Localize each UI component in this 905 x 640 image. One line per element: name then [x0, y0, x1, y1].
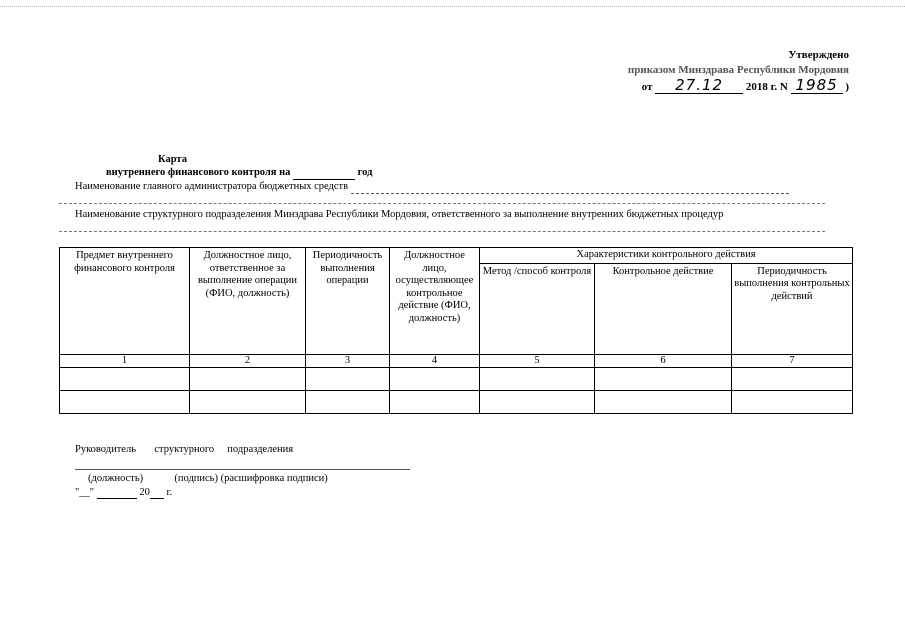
table-cell: [595, 390, 732, 413]
table-cell: [190, 367, 306, 390]
column-number: 7: [732, 354, 853, 367]
unit-name-continuation-line: [59, 231, 825, 232]
approval-number-handwritten: 1985: [791, 78, 843, 94]
column-number: 2: [190, 354, 306, 367]
signature-captions: [88, 473, 328, 484]
approval-date-line: [628, 78, 849, 95]
card-year-suffix: год: [357, 167, 373, 178]
card-year-blank: [293, 166, 355, 180]
admin-name-blank: [351, 180, 789, 194]
table-cell: [190, 390, 306, 413]
table-cell: [60, 390, 190, 413]
table-cell: [732, 390, 853, 413]
unit-name-value: Минздрава Республики Мордовия, ответственного за выполнение внутренних бюджетных процедур: [273, 209, 724, 220]
table-cell: [480, 367, 595, 390]
approval-date-handwritten: 27.12: [655, 78, 743, 94]
table-cell: [306, 367, 390, 390]
table-cell: [60, 367, 190, 390]
approval-from-label: от: [641, 81, 653, 93]
column-number: 6: [595, 354, 732, 367]
column-number: 4: [390, 354, 480, 367]
header-controlling-person: Должностное лицо, осуществляющее контрольное действие (ФИО, должность): [390, 248, 480, 355]
control-card-table: [59, 247, 853, 414]
header-operation-frequency: Периодичность выполнения операции: [306, 248, 390, 355]
column-number: 3: [306, 354, 390, 367]
header-responsible-person: Должностное лицо, ответственное за выполнение операции (ФИО, должность): [190, 248, 306, 355]
table-cell: [390, 390, 480, 413]
table-cell: [306, 390, 390, 413]
scan-edge-line: [0, 6, 905, 7]
table-cell: [480, 390, 595, 413]
column-number: 1: [60, 354, 190, 367]
signature-line: [75, 469, 410, 470]
card-title: Карта: [158, 154, 187, 165]
table-cell: [390, 367, 480, 390]
signature-date-prefix: "__": [75, 487, 95, 498]
header-control-action: Контрольное действие: [595, 263, 732, 354]
header-control-method: Метод /способ контроля: [480, 263, 595, 354]
signature-date-year: 20: [139, 487, 150, 498]
approval-block: [628, 48, 849, 95]
signature-date-row: [75, 487, 172, 499]
admin-name-continuation-line: [59, 203, 825, 204]
signature-head-label: Руководитель структурного подразделения: [75, 444, 294, 455]
table-cell: [595, 367, 732, 390]
header-control-characteristics: Характеристики контрольного действия: [480, 248, 853, 264]
signature-decode-caption: (расшифровка подписи): [220, 473, 328, 484]
column-number: 5: [480, 354, 595, 367]
table-header-row: [60, 248, 853, 264]
signature-year-blank: [150, 487, 164, 499]
table-row: [60, 390, 853, 413]
table-row: [60, 367, 853, 390]
signature-sign-caption: (подпись): [174, 473, 218, 484]
approval-title: Утверждено: [788, 49, 849, 61]
signature-month-blank: [97, 487, 137, 499]
admin-name-row: [75, 180, 789, 194]
approval-year-text: 2018 г. N: [745, 81, 788, 93]
card-subtitle-text: внутреннего финансового контроля на: [106, 167, 291, 178]
table-number-row: [60, 354, 853, 367]
approval-close-paren: ): [845, 81, 849, 93]
unit-name-row: [75, 208, 723, 221]
unit-name-label: Наименование структурного подразделения: [75, 209, 272, 220]
admin-name-label: Наименование главного администратора бюджетных средств: [75, 181, 349, 192]
header-control-frequency: Периодичность выполнения контрольных действий: [732, 263, 853, 354]
signature-position-caption: (должность): [88, 473, 144, 484]
table-cell: [732, 367, 853, 390]
card-subtitle: [106, 166, 372, 180]
header-subject: Предмет внутреннего финансового контроля: [60, 248, 190, 355]
approval-order-line: приказом Минздрава Республики Мордовия: [627, 64, 849, 76]
signature-date-suffix: г.: [166, 487, 173, 498]
